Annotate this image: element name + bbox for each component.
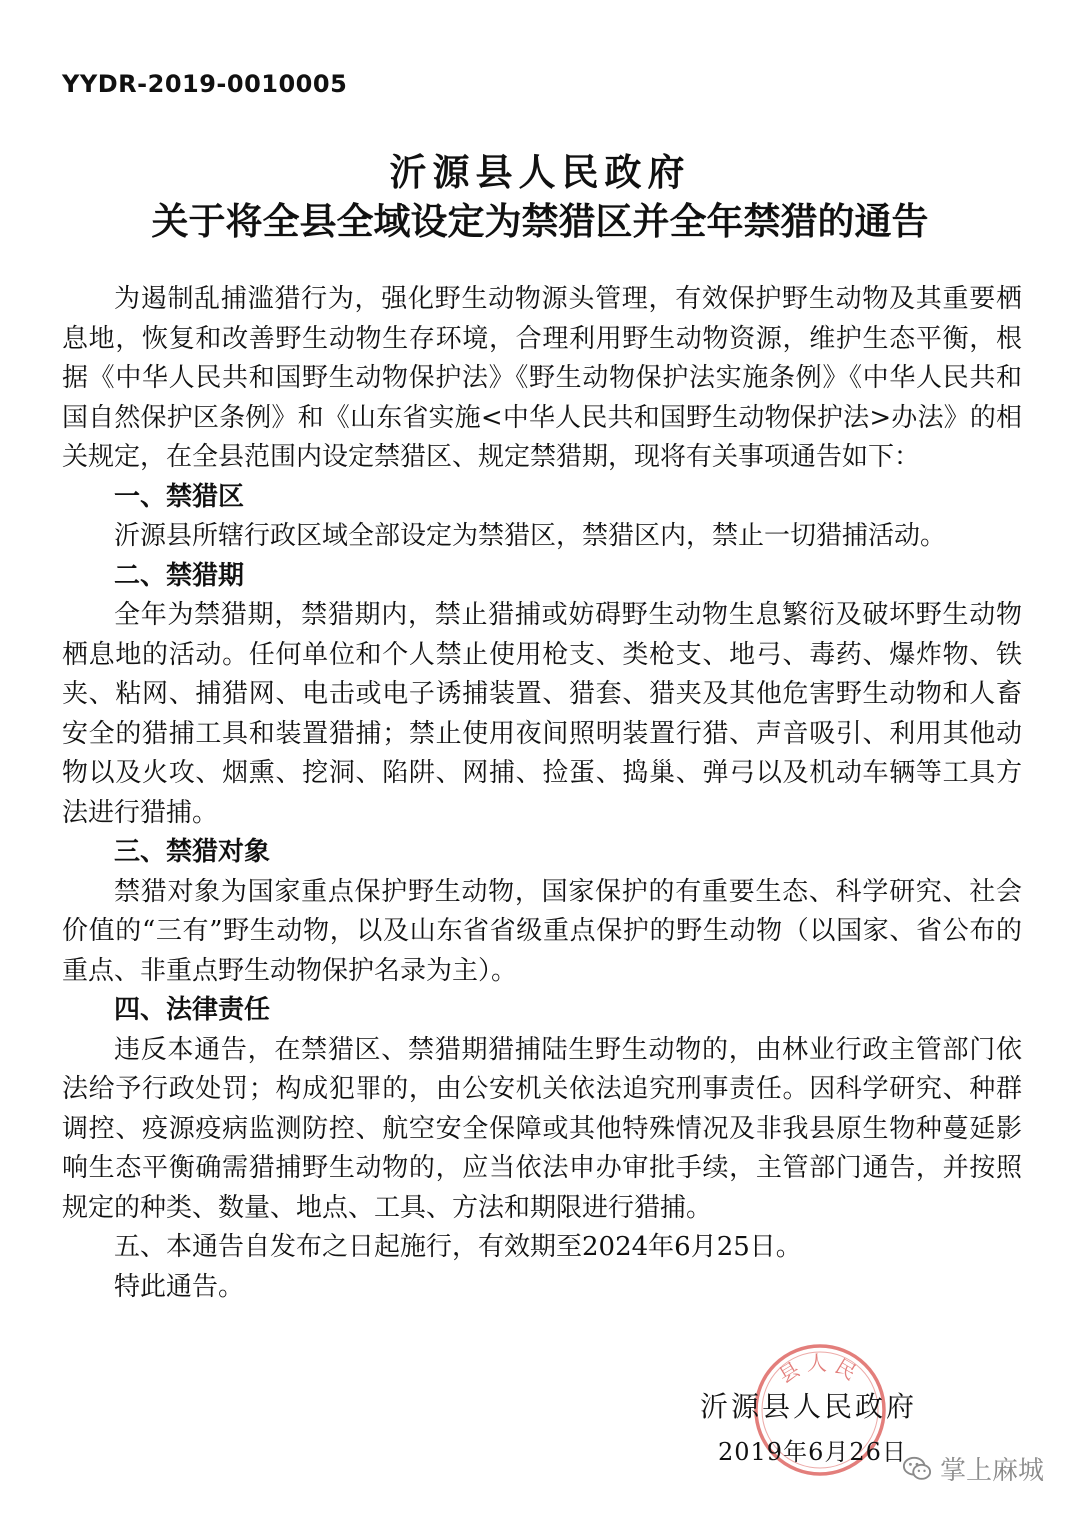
notice-body: [62, 280, 1022, 1307]
intro-paragraph: 为遏制乱捕滥猎行为，强化野生动物源头管理，有效保护野生动物及其重要栖息地，恢复和改善野生动物生存环境，合理利用野生动物资源，维护生态平衡，根据《中华人民共和国野生动物保护法》《野生动物保护法实施条例》《中华人民共和国自然保护区条例》和《山东省实施<中华人民共和国野生动物保护法>办法》的相关规定，在全县范围内设定禁猎区、规定禁猎期，现将有关事项通告如下：: [62, 284, 1022, 472]
svg-text:县人民: 县人民: [774, 1351, 866, 1388]
watermark-text: 掌上麻城: [939, 1456, 1044, 1486]
section-heading-hunting-zone: 一、禁猎区: [114, 481, 245, 512]
protected-species-paragraph: 禁猎对象为国家重点保护野生动物，国家保护的有重要生态、科学研究、社会价值的“三有”野生动物，以及山东省省级重点保护的野生动物（以国家、省公布的重点、非重点野生动物保护名录为主）。: [62, 876, 1022, 986]
wechat-icon: [902, 1454, 932, 1484]
effective-date-paragraph: 五、本通告自发布之日起施行，有效期至2024年6月25日。: [114, 1232, 802, 1262]
section-heading-legal-liability: 四、法律责任: [114, 995, 271, 1025]
closing-paragraph: 特此通告。: [114, 1271, 245, 1302]
section-heading-protected-species: 三、禁猎对象: [114, 837, 271, 867]
watermark: [902, 1450, 1044, 1487]
page-title-line1: 沂源县人民政府: [389, 150, 691, 194]
section-heading-hunting-period: 二、禁猎期: [114, 560, 245, 591]
signature-date: 2019年6月26日: [718, 1438, 907, 1466]
hunting-zone-paragraph: 沂源县所辖行政区域全部设定为禁猎区，禁猎区内，禁止一切猎捕活动。: [114, 521, 947, 551]
legal-liability-paragraph: 违反本通告，在禁猎区、禁猎期猎捕陆生野生动物的，由林业行政主管部门依法给予行政处罚；构成犯罪的，由公安机关依法追究刑事责任。因科学研究、种群调控、疫源疫病监测防控、航空安全保障或其他特殊情况及非我县原生物种蔓延影响生态平衡确需猎捕野生动物的，应当依法申办审批手续，主管部门通告，并按照规定的种类、数量、地点、工具、方法和期限进行猎捕。: [62, 1034, 1022, 1223]
hunting-period-paragraph: 全年为禁猎期，禁猎期内，禁止猎捕或妨碍野生动物生息繁衍及破坏野生动物栖息地的活动。任何单位和个人禁止使用枪支、类枪支、地弓、毒药、爆炸物、铁夹、粘网、捕猎网、电击或电子诱捕装置、猎套、猎夹及其他危害野生动物和人畜安全的猎捕工具和装置猎捕；禁止使用夜间照明装置行猎、声音吸引、利用其他动物以及火攻、烟熏、挖洞、陷阱、网捕、捡蛋、捣巢、弹弓以及机动车辆等工具方法进行猎捕。: [62, 600, 1022, 828]
signature-organization: 沂源县人民政府: [700, 1390, 918, 1423]
page-title-line2: 关于将全县全域设定为禁猎区并全年禁猎的通告: [151, 199, 929, 243]
doc-number: YYDR-2019-0010005: [62, 70, 348, 98]
